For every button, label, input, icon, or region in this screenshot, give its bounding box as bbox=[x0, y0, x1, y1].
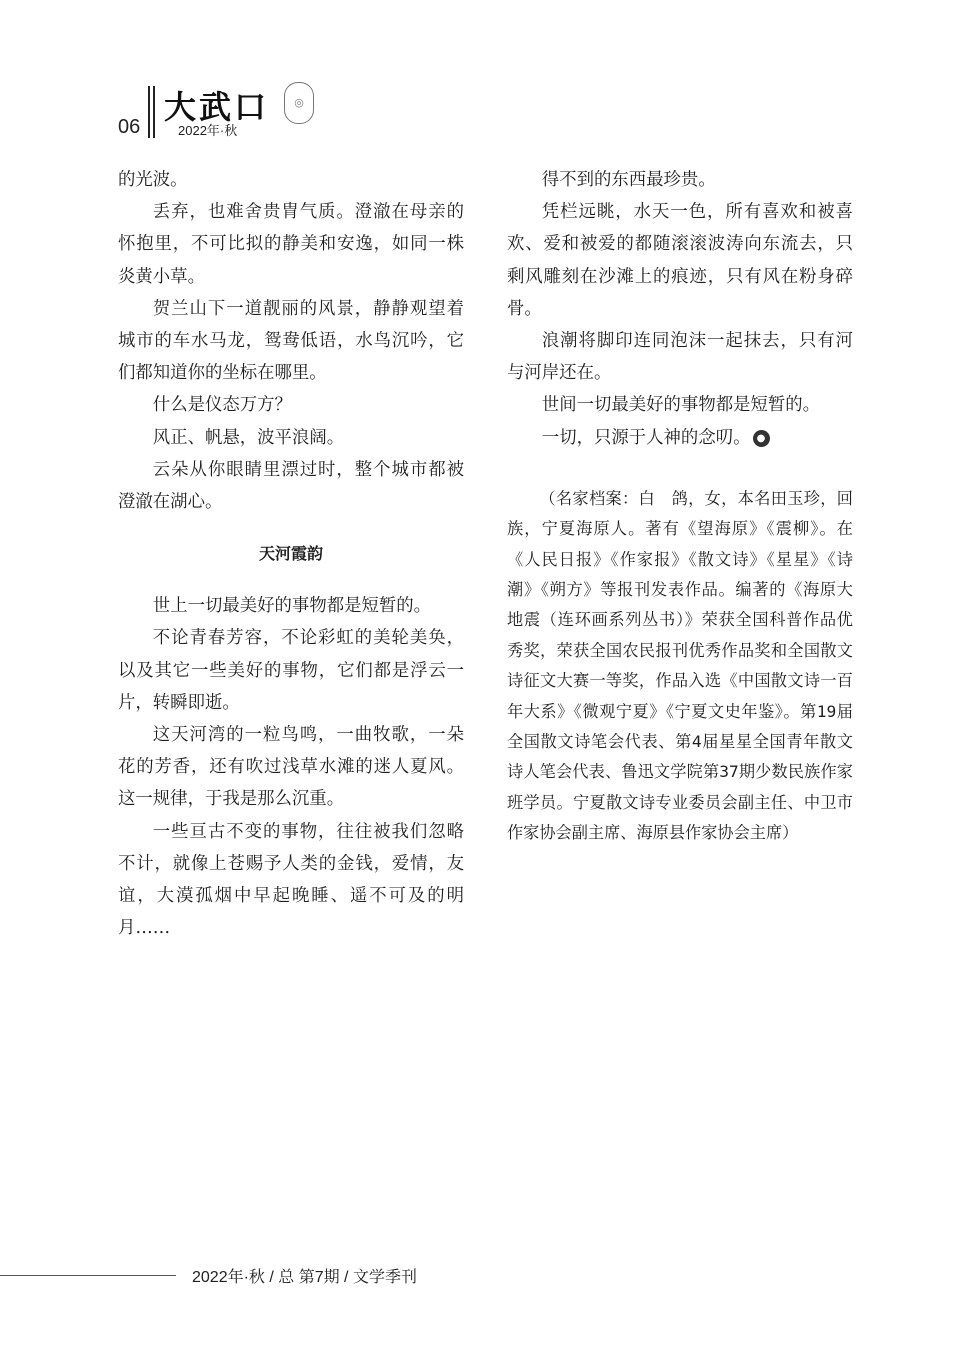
page-number: 06 bbox=[118, 116, 141, 138]
paragraph: 得不到的东西最珍贵。 bbox=[541, 170, 716, 190]
section-title: 天河霞韵 bbox=[258, 544, 323, 564]
paragraph: 云朵从你眼睛里漂过时，整个城市都被澄澈在湖心。 bbox=[118, 459, 464, 513]
paragraph: 凭栏远眺，水天一色，所有喜欢和被喜欢、爱和被爱的都随滚滚波涛向东流去，只剩风雕刻在沙滩上的痕迹，只有风在粉身碎骨。 bbox=[507, 202, 853, 319]
paragraph: 不论青春芳容，不论彩虹的美轮美奂，以及其它一些美好的事物，它们都是浮云一片，转瞬即逝。 bbox=[118, 628, 464, 713]
paragraph: 这天河湾的一粒鸟鸣，一曲牧歌，一朵花的芳香，还有吹过浅草水滩的迷人夏风。这一规律，于我是那么沉重。 bbox=[118, 725, 464, 810]
paragraph: 世上一切最美好的事物都是短暂的。 bbox=[152, 596, 432, 617]
right-column bbox=[507, 164, 853, 849]
paragraph: 贺兰山下一道靓丽的风景，静静观望着城市的车水马龙，鸳鸯低语，水鸟沉吟，它们都知道你的坐标在哪里。 bbox=[118, 298, 464, 384]
bio-text: （名家档案：白 鸽，女，本名田玉珍，回族，宁夏海原人。著有《望海原》《震柳》。在《人民日报》《作家报》《散文诗》《星星》《诗潮》《朔方》等报刊发表作品。编著的《海原大地震（连环画系列丛书）》荣获全国科普作品优秀奖，荣获全国农民报刊优秀作品奖和全国散文诗征文大赛一等奖，作品入选《中国散文诗一百年大系》《微观宁夏》《宁夏文史年鉴》。第19届全国散文诗笔会代表、第4届星星全国青年散文诗人笔会代表、鲁迅文学院第37期少数民族作家班学员。宁夏散文诗专业委员会副主任、中卫市作家协会副主席、海原县作家协会主席） bbox=[507, 488, 853, 843]
footer-text: 2022年·秋 / 总 第7期 / 文学季刊 bbox=[192, 1269, 417, 1286]
paragraph: 风正、帆悬，波平浪阔。 bbox=[152, 427, 345, 448]
paragraph-last bbox=[507, 422, 853, 454]
magazine-logo: 大武口 bbox=[164, 88, 270, 126]
footer-rule bbox=[0, 1275, 176, 1276]
paragraph: 一些亘古不变的事物，往往被我们忽略不计，就像上苍赐予人类的金钱，爱情，友谊，大漠孤烟中早起晚睡、遥不可及的明月…… bbox=[118, 821, 464, 939]
left-column bbox=[118, 164, 464, 944]
header-divider bbox=[153, 86, 155, 138]
paragraph: 浪潮将脚印连同泡沫一起抹去，只有河与河岸还在。 bbox=[507, 331, 853, 384]
header-divider bbox=[148, 86, 150, 138]
paragraph-text: 一切，只源于人神的念叨。 bbox=[541, 427, 751, 448]
page-header bbox=[118, 78, 378, 142]
paragraph: 什么是仪态万方？ bbox=[152, 395, 292, 416]
end-mark-icon: ● bbox=[753, 430, 770, 447]
paragraph: 丢弃，也难舍贵胄气质。澄澈在母亲的怀抱里，不可比拟的静美和安逸，如同一株炎黄小草。 bbox=[118, 202, 464, 287]
paragraph: 世间一切最美好的事物都是短暂的。 bbox=[541, 395, 821, 416]
seal-icon: ◎ bbox=[284, 82, 314, 124]
paragraph: 的光波。 bbox=[118, 170, 188, 190]
edition-label: 2022年·秋 bbox=[178, 123, 238, 138]
author-bio bbox=[507, 484, 853, 849]
